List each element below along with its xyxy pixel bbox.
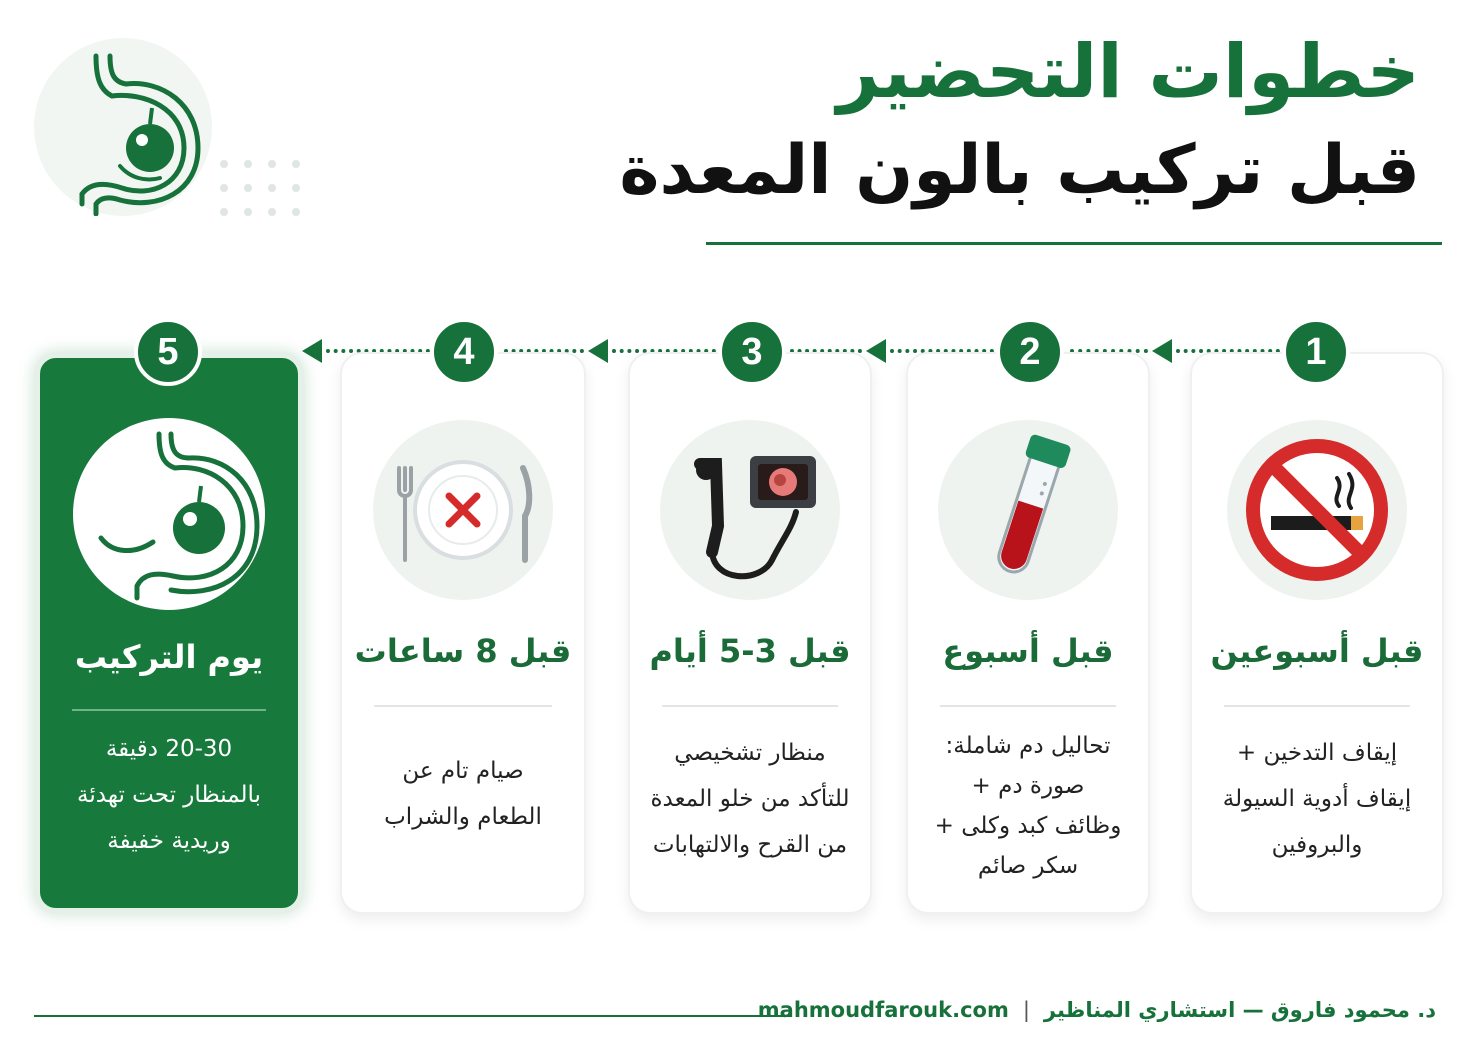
desc-line: من القرح والالتهابات — [652, 832, 848, 858]
decorative-dots — [218, 158, 308, 218]
card-divider — [374, 705, 552, 707]
no-smoking-icon — [1227, 420, 1407, 600]
arrow-left-icon — [302, 339, 322, 363]
blood-test-tube-icon — [938, 420, 1118, 600]
desc-line: بالمنظار تحت تهدئة — [77, 782, 261, 808]
card-divider — [72, 709, 266, 711]
step-description — [918, 726, 1138, 886]
step-title: قبل 8 ساعات — [354, 632, 572, 670]
step-number-badge: 4 — [430, 318, 498, 386]
desc-line: تحاليل دم شاملة: — [945, 733, 1111, 759]
step-card-5 — [34, 352, 304, 914]
card-divider — [1224, 705, 1410, 707]
footer-separator: | — [1022, 998, 1030, 1022]
footer-author: د. محمود فاروق — استشاري المناظير — [1043, 998, 1436, 1022]
desc-line: للتأكد من خلو المعدة — [650, 786, 850, 812]
logo-stomach-icon — [34, 38, 212, 216]
arrow-left-icon — [588, 339, 608, 363]
desc-line: والبروفين — [1271, 832, 1363, 858]
footer-website[interactable]: mahmoudfarouk.com — [757, 998, 1009, 1022]
step-title: قبل أسبوعين — [1210, 632, 1424, 670]
footer-divider — [34, 1015, 792, 1017]
step-description — [1202, 730, 1432, 868]
desc-line: وريدية خفيفة — [107, 828, 231, 854]
title-divider — [706, 242, 1442, 245]
step-card-4 — [340, 352, 586, 914]
card-divider — [662, 705, 838, 707]
step-card-2 — [906, 352, 1150, 914]
step-title: قبل أسبوع — [942, 632, 1114, 670]
desc-line: 20-30 دقيقة — [105, 736, 233, 762]
step-description — [50, 726, 288, 864]
arrow-left-icon — [1152, 339, 1172, 363]
step-title: قبل 3-5 أيام — [649, 632, 851, 670]
stomach-balloon-icon — [73, 418, 265, 610]
page-subtitle: قبل تركيب بالون المعدة — [619, 131, 1420, 210]
desc-line: إيقاف أدوية السيولة — [1222, 786, 1412, 812]
footer — [758, 998, 1436, 1022]
page-title: خطوات التحضير — [836, 29, 1420, 115]
desc-line: صيام تام عن — [402, 758, 524, 784]
endoscope-icon — [660, 420, 840, 600]
step-number-badge: 2 — [996, 318, 1064, 386]
step-number-badge: 5 — [134, 318, 202, 386]
step-title: يوم التركيب — [74, 638, 264, 676]
desc-line: منظار تشخيصي — [674, 740, 826, 766]
desc-line: وظائف كبد وكلى + — [934, 813, 1122, 839]
arrow-left-icon — [866, 339, 886, 363]
desc-line: إيقاف التدخين + — [1236, 740, 1398, 766]
desc-line: سكر صائم — [977, 853, 1079, 879]
step-number-badge: 1 — [1282, 318, 1350, 386]
step-description — [352, 748, 574, 840]
fasting-plate-icon — [373, 420, 553, 600]
step-description — [640, 730, 860, 868]
desc-line: الطعام والشراب — [384, 804, 542, 830]
step-card-1 — [1190, 352, 1444, 914]
desc-line: صورة دم + — [971, 773, 1085, 799]
card-divider — [940, 705, 1116, 707]
step-card-3 — [628, 352, 872, 914]
step-number-badge: 3 — [718, 318, 786, 386]
